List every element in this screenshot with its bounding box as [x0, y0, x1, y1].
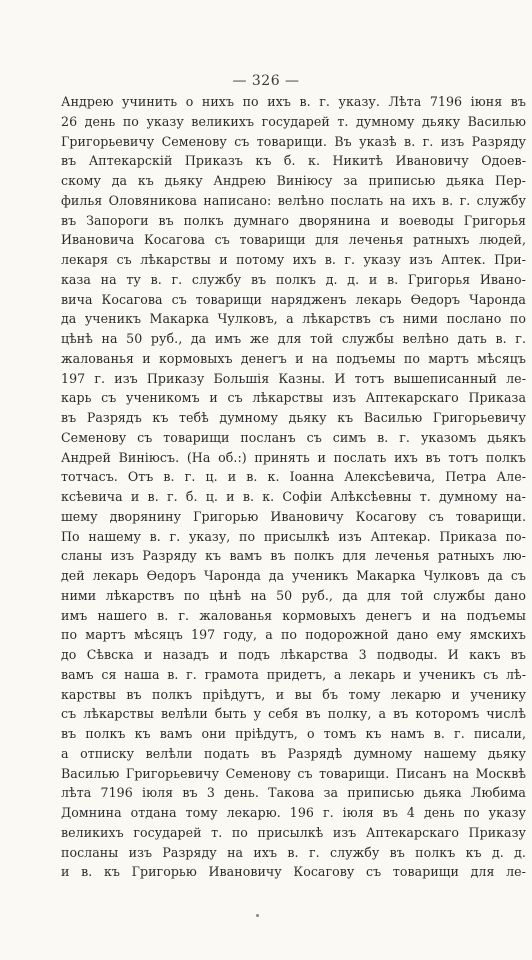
text-line: сланы изъ Разряду къ вамъ въ полкъ для леченья ратныхъ лю- [61, 548, 526, 564]
text-line: 197 г. изъ Приказу Большiя Казны. И тотъ вышеписанный ле- [61, 370, 526, 386]
text-line: съ лѣкарствы велѣли быть у себя въ полку, а въ которомъ числѣ [61, 706, 526, 722]
text-line: Семенову съ товарищи посланъ съ симъ в. г. указомъ дьякъ [61, 429, 526, 445]
text-line: Григорьевичу Семенову съ товарищи. Въ указѣ в. г. изъ Разряду [61, 133, 526, 149]
text-line: великихъ государей т. по присылкѣ изъ Аптекарскаго Приказу [61, 824, 526, 840]
text-line: По нашему в. г. указу, по присылкѣ изъ Аптекар. Приказа по- [61, 528, 526, 544]
text-line: Василью Григорьевичу Семенову съ товарищи. Писанъ на Москвѣ [61, 765, 526, 781]
text-line: Андрею учинить о нихъ по ихъ в. г. указу. Лѣта 7196 iюня въ [61, 94, 526, 109]
print-speck [256, 914, 259, 917]
text-line: карствы въ полкъ прiѣдутъ, и вы бъ тому лекарю и ученику [61, 686, 526, 702]
text-line: и в. къ Григорью Ивановичу Косагову съ товарищи для ле- [61, 864, 526, 880]
body-text [61, 92, 526, 882]
text-line: тотчасъ. Отъ в. г. ц. и в. к. Іоанна Алексѣевича, Петра Але- [61, 469, 526, 485]
text-line: каза на ту в. г. службу въ полкъ д. д. и в. Григорья Ивано- [61, 271, 526, 287]
text-line: Ивановича Косагова съ товарищи для леченья ратныхъ людей, [61, 232, 526, 248]
text-line: вича Косагова съ товарищи нарядженъ лекарь Өедоръ Чаронда [61, 291, 526, 307]
text-line: посланы изъ Разряду на ихъ в. г. службу въ полкъ къ д. д. [61, 844, 526, 860]
text-line: Домнина отдана тому лекарю. 196 г. iюля въ 4 день по указу [61, 805, 526, 820]
text-line: а отписку велѣли подать въ Разрядѣ думному нашему дьяку [61, 745, 526, 761]
page-number: — 326 — [232, 73, 300, 89]
text-line: цѣнѣ на 50 руб., да имъ же для той службы велѣно дать в. г. [61, 331, 526, 346]
text-line: въ полкъ къ вамъ они прiѣдутъ, о томъ къ намъ в. г. писали, [61, 726, 526, 741]
text-line: да ученикъ Макарка Чулковъ, а лѣкарствъ съ ними послано по [61, 311, 526, 327]
text-line: въ Аптекарскiй Приказъ къ б. к. Никитѣ Ивановичу Одоев- [61, 153, 526, 169]
text-line: филья Оловяникова написано: велѣно послать на ихъ в. г. службу [61, 192, 526, 208]
text-line: 26 день по указу великихъ государей т. думному дьяку Василью [61, 113, 526, 129]
text-line: лекаря съ лѣкарствы и потому ихъ в. г. указу изъ Аптек. При- [61, 252, 526, 267]
text-line: въ Разрядъ къ тебѣ думному дьяку къ Василью Григорьевичу [61, 410, 526, 425]
text-line: шему дворянину Григорью Ивановичу Косагову съ товарищи. [61, 508, 526, 524]
text-line: дей лекарь Өедоръ Чаронда да ученикъ Макарка Чулковъ да съ [61, 568, 526, 583]
text-line: ксѣевича и в. г. б. ц. и в. к. Софiи Алѣксѣевны т. думному на- [61, 489, 526, 504]
text-line: скому да къ дьяку Андрею Виніюсу за приписью дьяка Пер- [61, 173, 526, 188]
text-line: до Сѣвска и назадъ и подъ лѣкарства 3 подводы. И какъ въ [61, 647, 526, 662]
text-line: Андрей Виніюсъ. (На об.:) принять и послать ихъ въ тотъ полкъ [61, 449, 526, 465]
text-line: вамъ ся наша в. г. грамота придетъ, а лекарь и ученикъ съ лѣ- [61, 666, 526, 682]
text-line: карь съ ученикомъ и съ лѣкарствы изъ Аптекарскаго Приказа [61, 390, 526, 406]
text-line: жалованья и кормовыхъ денегъ и на подъемы по мартъ мѣсяцъ [61, 350, 526, 366]
text-line: имъ нашего в. г. жалованья кормовыхъ денегъ и на подъемы [61, 607, 526, 623]
text-line: лѣта 7196 iюля въ 3 день. Такова за приписью дьяка Любима [61, 785, 526, 801]
text-line: ними лѣкарствъ по цѣнѣ на 50 руб., да для той службы дано [61, 587, 526, 603]
text-line: въ Запороги въ полкъ думнаго дворянина и воеводы Григорья [61, 212, 526, 228]
text-line: по мартъ мѣсяцъ 197 году, а по подорожной дано ему ямскихъ [61, 627, 526, 643]
